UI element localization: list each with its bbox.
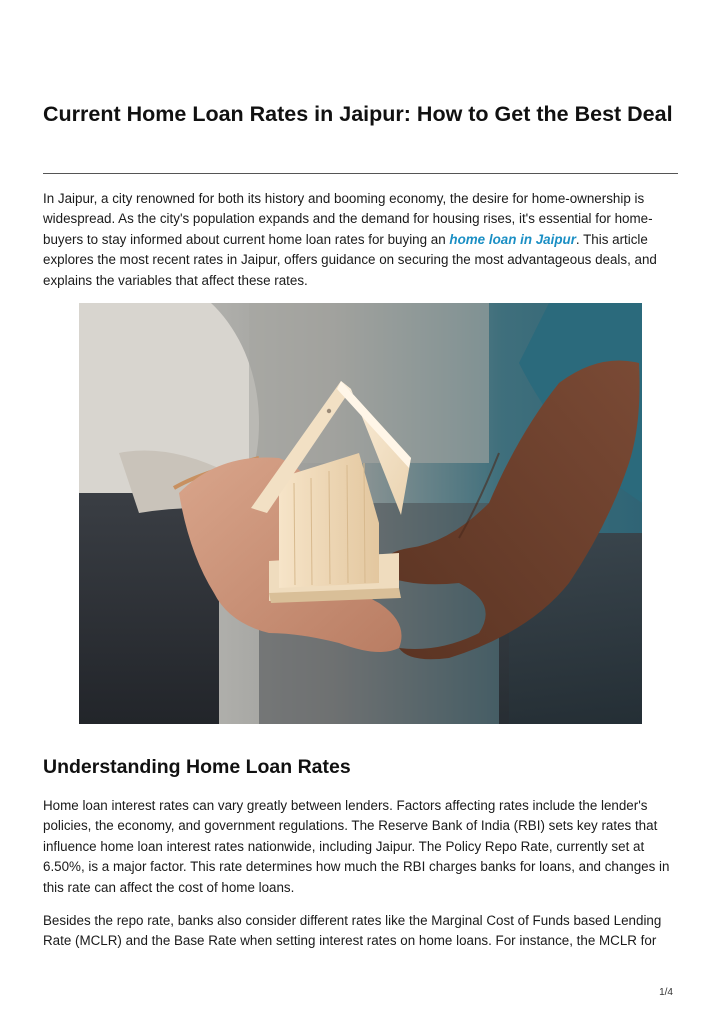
intro-paragraph — [43, 189, 679, 291]
home-loan-jaipur-link[interactable]: home loan in Jaipur — [449, 231, 576, 247]
title-divider — [43, 173, 678, 174]
page-title: Current Home Loan Rates in Jaipur: How to Get the Best Deal — [43, 102, 673, 126]
section-heading: Understanding Home Loan Rates — [43, 756, 351, 778]
page-number: 1/4 — [659, 987, 673, 998]
paragraph-rates-factors: Home loan interest rates can vary greatly between lenders. Factors affecting rates include the lender's policies, the economy, and government regulations. The Reserve Bank of India (RBI) sets key rates that influence home loan interest rates nationwide, including Jaipur. The Policy Repo Rate, currently set at 6.50%, is a major factor. This rate determines how much the RBI charges banks for loans, and changes in this rate can affect the cost of home loans. — [43, 798, 670, 895]
paragraph-mclr: Besides the repo rate, banks also consider different rates like the Marginal Cost of Funds based Lending Rate (MCLR) and the Base Rate when setting interest rates on home loans. For instance, the MCLR for — [43, 913, 662, 949]
intro-text-before-link: In Jaipur, a city renowned for both its history and booming economy, the desire for home-ownership is widespread. As the city's population expands and the demand for housing rises, it's essential for home-buyers to stay informed about current home loan rates for buying an — [43, 191, 653, 247]
hands-holding-house-photo — [79, 303, 642, 724]
intro-text-after-link: . This article explores the most recent rates in Jaipur, offers guidance on securing the most advantageous deals, and explains the variables that affect these rates. — [43, 231, 657, 288]
